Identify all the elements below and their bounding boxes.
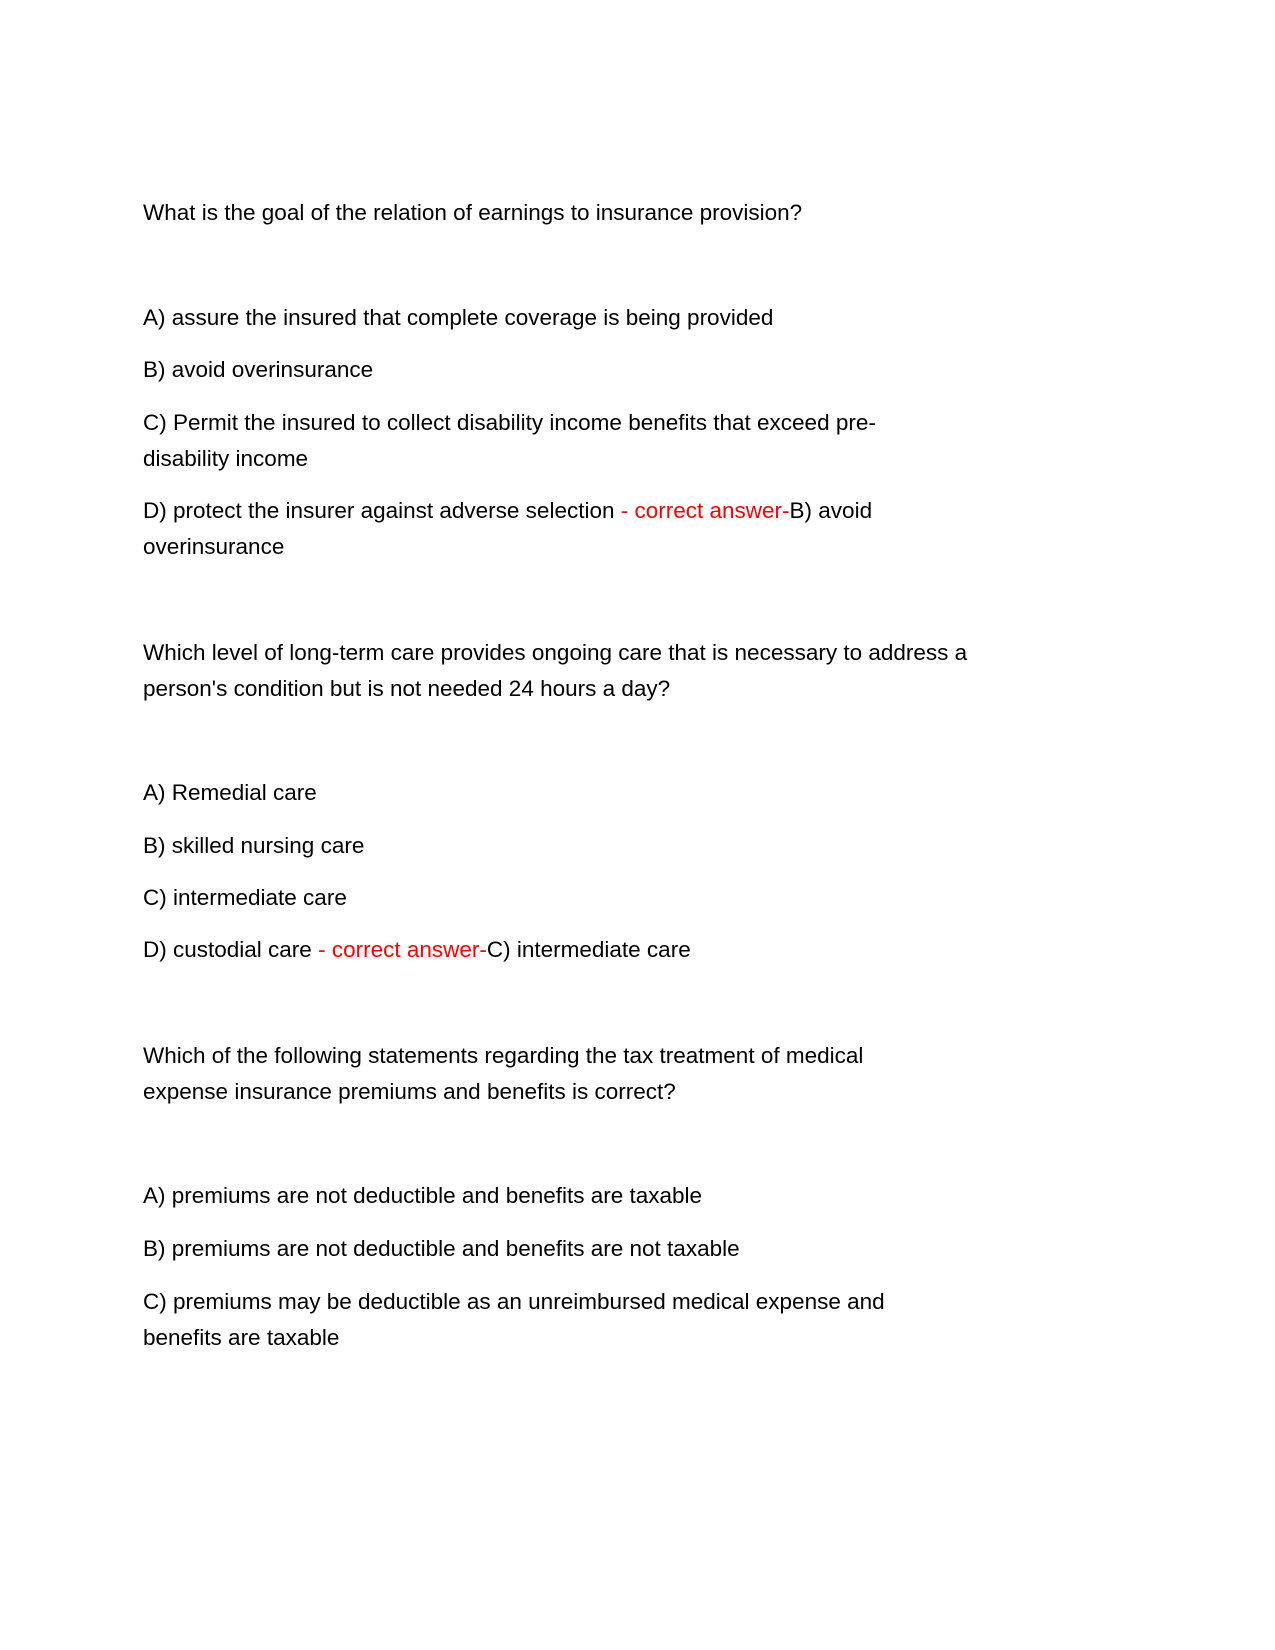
option-line: A) premiums are not deductible and benefits are taxable [143,1183,703,1208]
question-1-option-a [143,300,1143,336]
question-1-option-b [143,352,1143,388]
question-1-text [143,195,1143,231]
correct-answer: C) intermediate care [486,937,691,962]
option-line: C) premiums may be deductible as an unreimbursed medical expense and [143,1289,885,1314]
correct-answer: B) avoid [789,498,873,523]
question-1-option-d-with-answer [143,493,1143,565]
question-line: expense insurance premiums and benefits is correct? [143,1079,676,1104]
question-3-option-c [143,1284,1143,1356]
option-line: B) avoid overinsurance [143,357,374,382]
option-line: B) premiums are not deductible and benefits are not taxable [143,1236,740,1261]
option-line: A) assure the insured that complete coverage is being provided [143,305,774,330]
question-1-option-c [143,405,1143,477]
option-line: B) skilled nursing care [143,833,365,858]
correct-answer-label: - correct answer- [620,498,790,523]
question-line: person's condition but is not needed 24 hours a day? [143,676,671,701]
question-line: Which level of long-term care provides ongoing care that is necessary to address a [143,640,968,665]
question-line: What is the goal of the relation of earnings to insurance provision? [143,200,803,225]
option-line: A) Remedial care [143,780,317,805]
correct-answer: overinsurance [143,534,285,559]
option-line: C) Permit the insured to collect disability income benefits that exceed pre- [143,410,876,435]
question-2-option-a [143,775,1143,811]
question-2-text [143,635,1143,707]
question-2-option-d-with-answer [143,932,1143,968]
question-3-option-a [143,1178,1143,1214]
option-line: C) intermediate care [143,885,347,910]
question-3-text [143,1038,1143,1110]
option-line: D) custodial care [143,937,319,962]
correct-answer-label: - correct answer- [318,937,487,962]
question-2-option-b [143,828,1143,864]
option-line: disability income [143,446,309,471]
question-3-option-b [143,1231,1143,1267]
question-line: Which of the following statements regarding the tax treatment of medical [143,1043,864,1068]
option-line: D) protect the insurer against adverse selection [143,498,621,523]
question-2-option-c [143,880,1143,916]
option-line: benefits are taxable [143,1325,340,1350]
